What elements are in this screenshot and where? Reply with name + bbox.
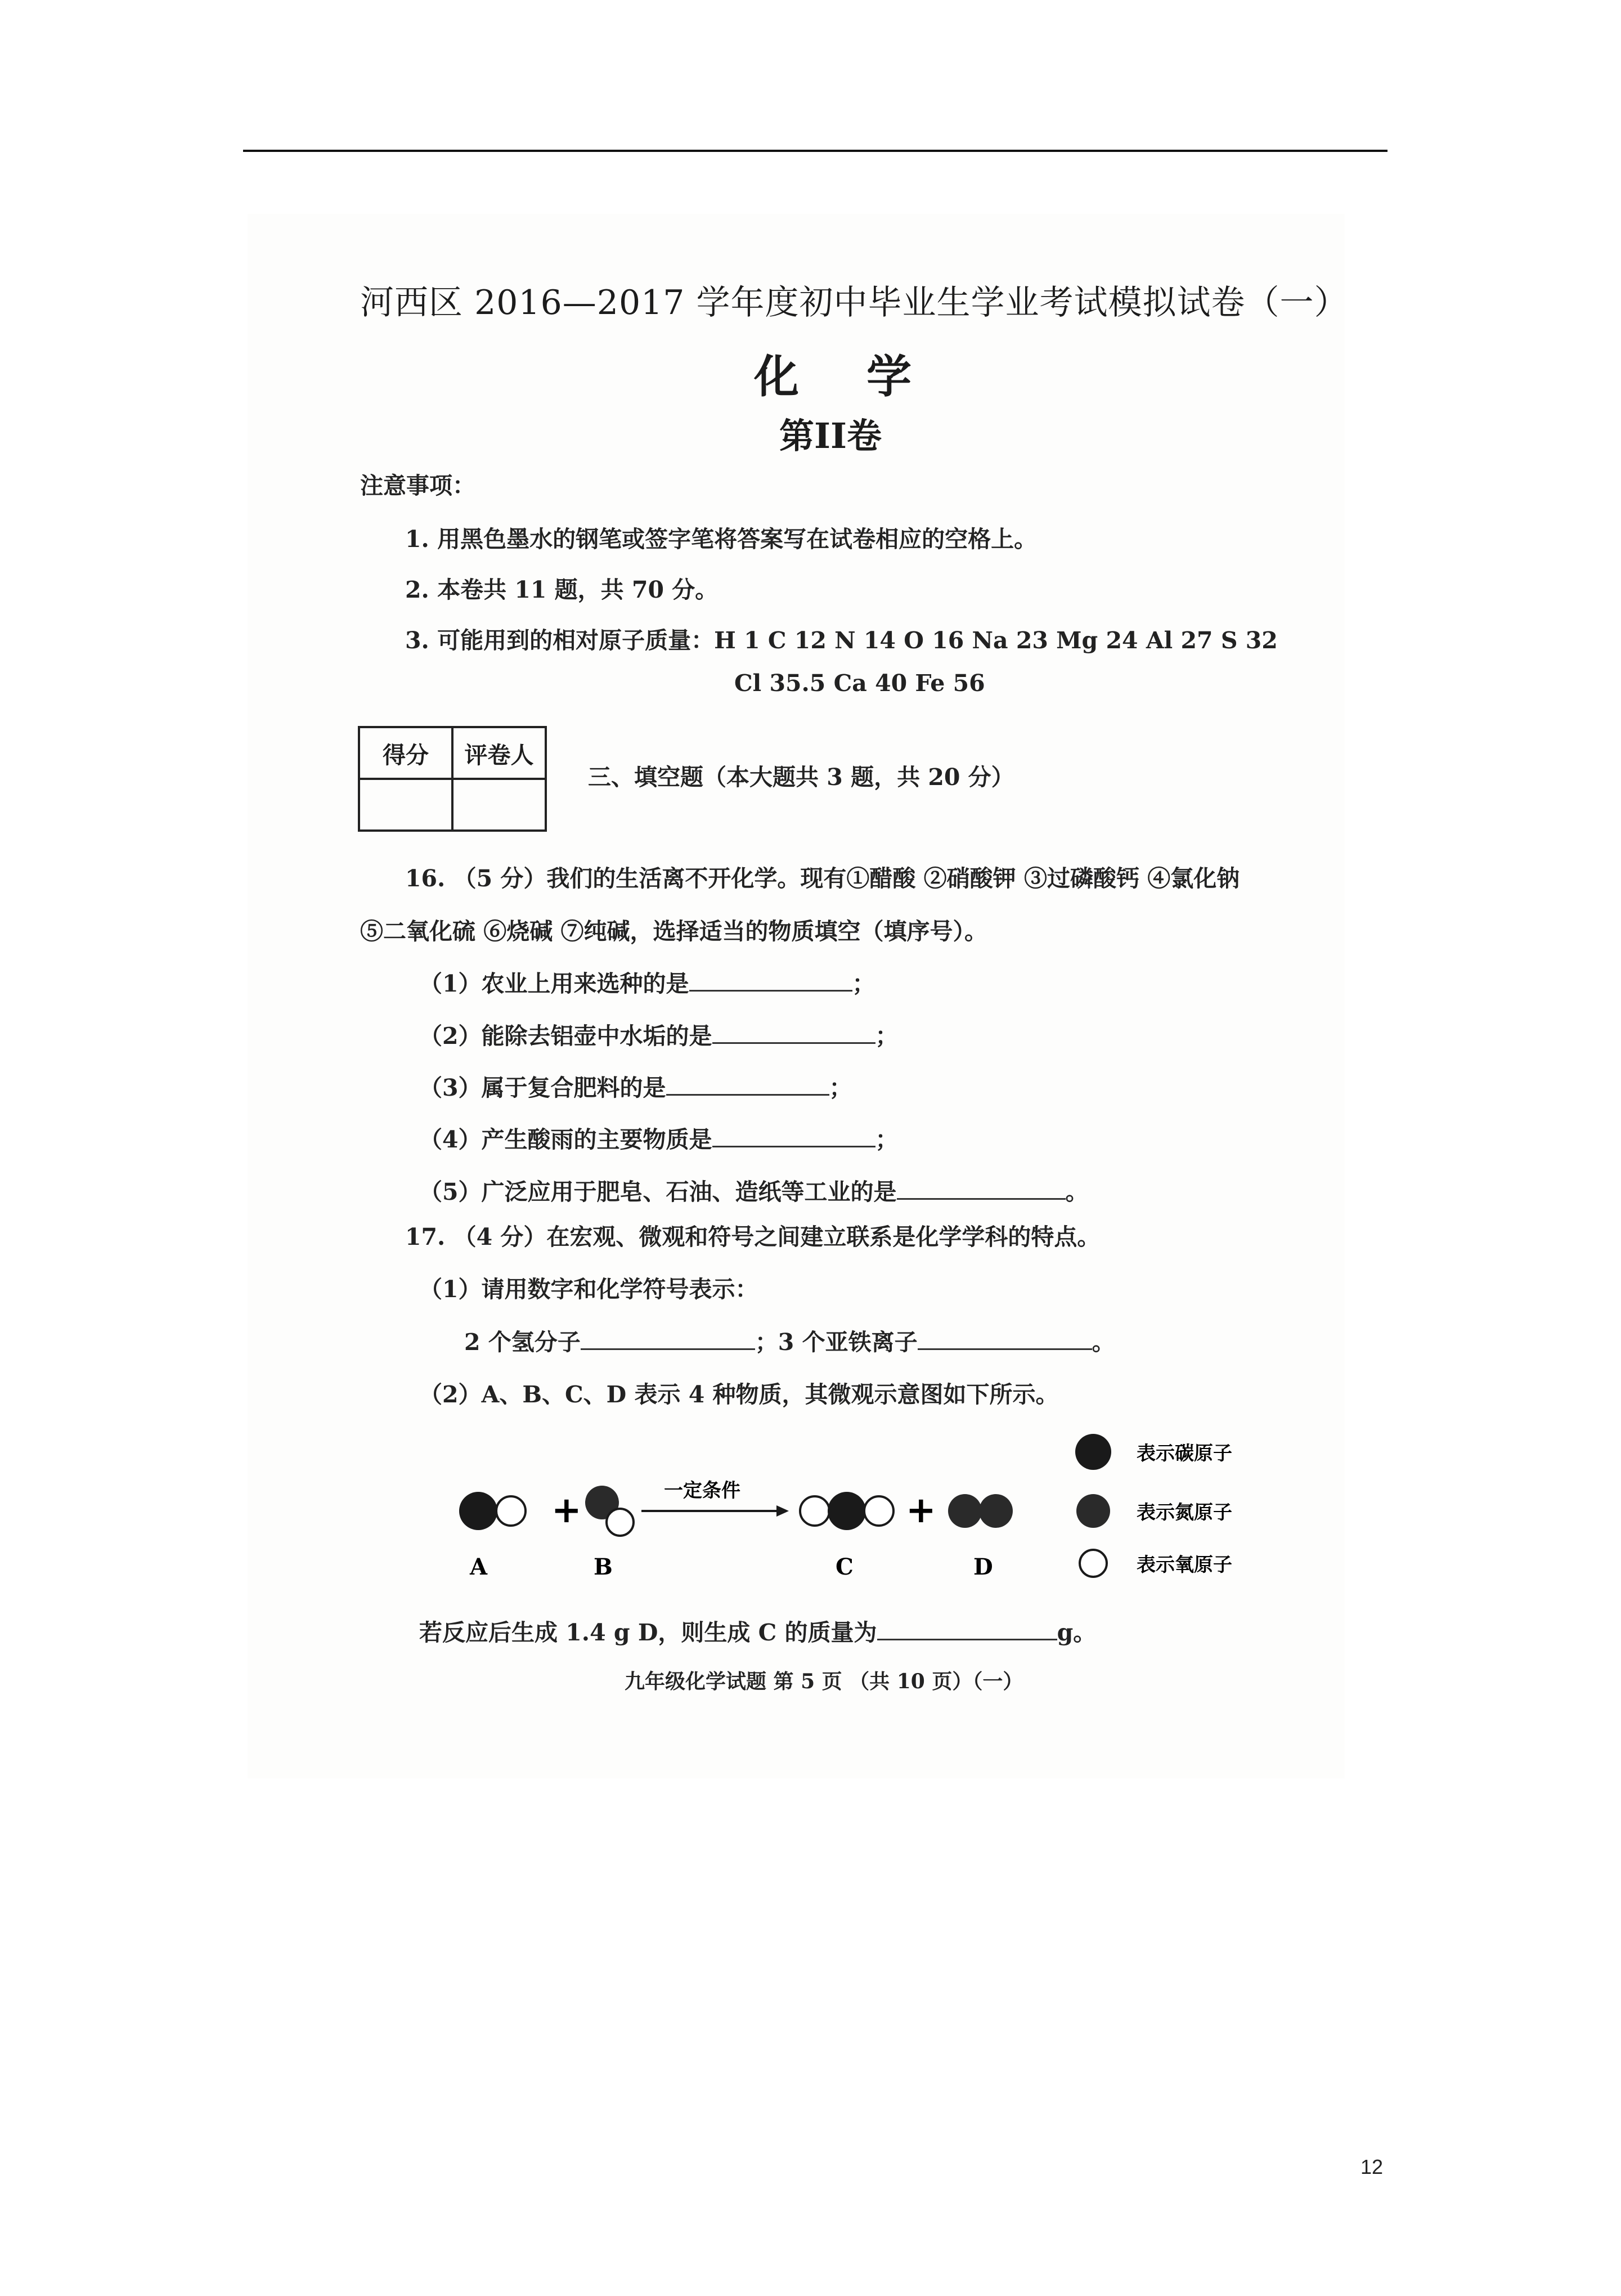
legend-nitrogen-icon <box>1076 1494 1110 1528</box>
note-item-2: 2. 本卷共 11 题，共 70 分。 <box>405 576 719 603</box>
reaction-condition: 一定条件 <box>664 1479 740 1502</box>
q17-answer-blank-1[interactable] <box>581 1329 755 1350</box>
q16-answer-blank-2[interactable] <box>712 1023 875 1044</box>
q16-part-1-text: （1）农业上用来选种的是 <box>419 970 689 997</box>
q17-part-2-intro: （2）A、B、C、D 表示 4 种物质，其微观示意图如下所示。 <box>419 1381 1059 1408</box>
q17-answer-blank-3[interactable] <box>877 1620 1057 1640</box>
q16-answer-blank-3[interactable] <box>666 1075 829 1096</box>
nitrogen-atom <box>979 1494 1013 1528</box>
q17-answer-blank-2[interactable] <box>918 1329 1092 1350</box>
legend-nitrogen-label: 表示氮原子 <box>1137 1501 1232 1524</box>
grader-cell <box>452 779 546 831</box>
top-rule <box>243 150 1387 152</box>
q16-answer-blank-1[interactable] <box>689 971 852 992</box>
q16-part-5-end: 。 <box>1065 1178 1089 1205</box>
label-a: A <box>470 1554 488 1580</box>
q16-part-4-text: （4）产生酸雨的主要物质是 <box>419 1126 712 1153</box>
plus-sign-2: + <box>906 1490 936 1531</box>
q16-stem-line2: ⑤二氧化硫 ⑥烧碱 ⑦纯碱，选择适当的物质填空（填序号）。 <box>360 918 988 945</box>
q16-stem-line1: 16. （5 分）我们的生活离不开化学。现有①醋酸 ②硝酸钾 ③过磷酸钙 ④氯化钠 <box>405 865 1240 892</box>
q17-part-1-end: 。 <box>1092 1329 1115 1356</box>
oxygen-atom <box>800 1496 829 1526</box>
page-number: 12 <box>1360 2155 1384 2178</box>
q16-part-1 <box>419 965 875 998</box>
q17-part-1-intro: （1）请用数字和化学符号表示： <box>419 1276 758 1303</box>
q17-final-unit: g。 <box>1057 1619 1097 1646</box>
q16-answer-blank-4[interactable] <box>712 1127 875 1147</box>
score-table <box>358 726 547 832</box>
section-title: 三、填空题（本大题共 3 题，共 20 分） <box>588 764 1014 791</box>
notes-heading: 注意事项： <box>360 472 475 499</box>
legend-carbon-icon <box>1075 1434 1111 1470</box>
exam-title: 河西区 2016—2017 学年度初中毕业生学业考试模拟试卷（一） <box>360 283 1349 322</box>
legend <box>1075 1434 1232 1577</box>
q16-part-2-end: ； <box>875 1023 899 1050</box>
q16-part-2-text: （2）能除去铝壶中水垢的是 <box>419 1023 712 1050</box>
legend-oxygen-label: 表示氧原子 <box>1137 1554 1232 1576</box>
q17-stem: 17. （4 分）在宏观、微观和符号之间建立联系是化学学科的特点。 <box>405 1223 1101 1250</box>
note-item-1: 1. 用黑色墨水的钢笔或签字笔将答案写在试卷相应的空格上。 <box>405 526 1038 553</box>
oxygen-atom <box>607 1509 634 1536</box>
q16-part-5-text: （5）广泛应用于肥皂、石油、造纸等工业的是 <box>419 1178 897 1205</box>
oxygen-atom <box>496 1496 526 1526</box>
q17-final-line <box>419 1614 1096 1647</box>
score-cell <box>359 779 452 831</box>
nitrogen-atom <box>948 1494 982 1528</box>
reaction-diagram <box>439 1418 1367 1604</box>
q16-part-1-end: ； <box>852 970 875 997</box>
q16-part-4 <box>419 1121 899 1154</box>
q17-final-pre: 若反应后生成 1.4 g D，则生成 C 的质量为 <box>419 1619 877 1646</box>
q17-part-1-sep: ；3 个亚铁离子 <box>755 1329 918 1356</box>
molecule-d <box>948 1494 1013 1528</box>
q17-part-1-a: 2 个氢分子 <box>464 1329 581 1356</box>
carbon-atom <box>459 1492 497 1530</box>
q16-part-3-end: ； <box>829 1074 852 1101</box>
note-item-3: 3. 可能用到的相对原子质量：H 1 C 12 N 14 O 16 Na 23 Mg 24 Al 27 S 32 <box>405 627 1278 654</box>
note-item-3-masses: Cl 35.5 Ca 40 Fe 56 <box>734 670 985 697</box>
molecule-b <box>585 1486 634 1536</box>
oxygen-atom <box>864 1496 893 1526</box>
legend-oxygen-icon <box>1080 1550 1107 1577</box>
q16-part-4-end: ； <box>875 1126 899 1153</box>
label-c: C <box>836 1554 854 1580</box>
plus-sign-1: + <box>551 1490 582 1531</box>
q16-part-3 <box>419 1069 852 1102</box>
molecule-c <box>800 1492 893 1530</box>
subject-title: 化学 <box>754 350 979 403</box>
label-b: B <box>594 1554 613 1580</box>
q16-answer-blank-5[interactable] <box>897 1179 1066 1200</box>
legend-carbon-label: 表示碳原子 <box>1137 1442 1232 1465</box>
q17-part-1-line <box>464 1324 1115 1357</box>
label-d: D <box>973 1554 993 1580</box>
carbon-atom <box>828 1492 866 1530</box>
reaction-arrow-head <box>776 1505 789 1517</box>
molecule-a <box>459 1492 526 1530</box>
q16-part-2 <box>419 1017 899 1051</box>
score-header: 得分 <box>359 727 452 779</box>
volume-title: 第II卷 <box>779 415 882 456</box>
q16-part-5 <box>419 1173 1089 1207</box>
grader-header: 评卷人 <box>452 727 546 779</box>
q16-part-3-text: （3）属于复合肥料的是 <box>419 1074 666 1101</box>
exam-page-info: 九年级化学试题 第 5 页 （共 10 页）（一） <box>625 1670 1023 1693</box>
